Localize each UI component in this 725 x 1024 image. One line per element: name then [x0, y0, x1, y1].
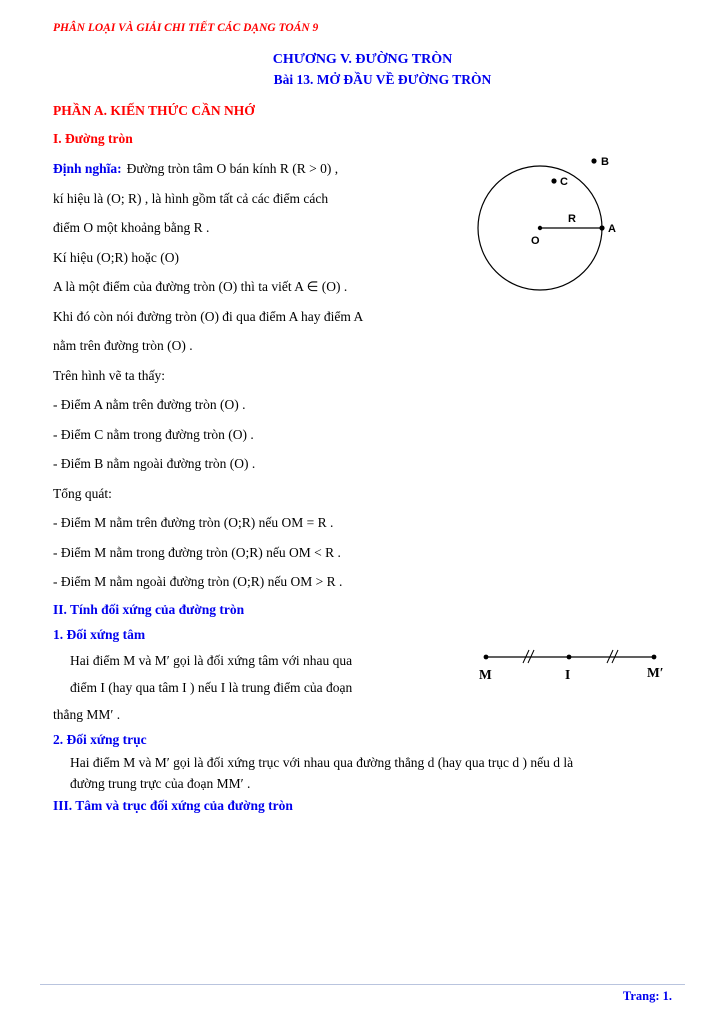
text-line: - Điểm M nằm trong đường tròn (O;R) nếu OM < R .: [53, 544, 341, 560]
page-number: Trang: 1.: [622, 989, 672, 1003]
text-line: - Điểm A nằm trên đường tròn (O) .: [53, 397, 246, 412]
text-line: kí hiệu là (O; R) , là hình gồm tất cả các điểm cách: [53, 190, 329, 206]
text-line: điểm I (hay qua tâm I ) nếu I là trung điểm của đoạn: [70, 679, 353, 695]
text-line: - Điểm M nằm trên đường tròn (O;R) nếu OM = R .: [53, 515, 334, 530]
point-c-dot: [551, 178, 556, 183]
footer-divider: [40, 984, 685, 985]
radius-label: R: [568, 213, 576, 225]
point-label-m-prime: M′: [647, 665, 664, 680]
text-line: đường trung trực của đoạn MM′ .: [70, 775, 251, 791]
point-label-m: M: [479, 667, 492, 682]
definition-label: Định nghĩa:: [53, 161, 122, 176]
point-label-b: B: [601, 156, 609, 168]
section-1-title: I. Đường tròn: [53, 131, 133, 146]
section-2-sub-1-title: 1. Đối xứng tâm: [53, 626, 146, 642]
section-3-title: III. Tâm và trục đối xứng của đường tròn: [53, 797, 293, 813]
text-line: - Điểm C nằm trong đường tròn (O) .: [53, 426, 254, 442]
point-label-o: O: [531, 235, 540, 247]
text-line: Trên hình vẽ ta thấy:: [53, 367, 165, 383]
point-label-a: A: [608, 223, 616, 235]
point-i-dot: [567, 655, 572, 660]
segment-diagram: [470, 635, 685, 685]
text-line: Tổng quát:: [53, 485, 112, 501]
section-2-title: II. Tính đối xứng của đường tròn: [53, 601, 245, 617]
text-line: A là một điểm của đường tròn (O) thì ta viết A ∈ (O) .: [53, 279, 348, 294]
point-b-dot: [591, 158, 596, 163]
text-line: Khi đó còn nói đường tròn (O) đi qua điểm A hay điểm A: [53, 308, 364, 324]
point-label-c: C: [560, 176, 568, 188]
point-a-dot: [599, 225, 604, 230]
text-line: thẳng MM′ .: [53, 706, 121, 722]
text-line: Hai điểm M và M′ gọi là đối xứng trục với nhau qua đường thẳng d (hay qua trục d ) nếu d là: [70, 754, 574, 770]
point-m-dot: [484, 655, 489, 660]
document-header-title: PHÂN LOẠI VÀ GIẢI CHI TIẾT CÁC DẠNG TOÁN 9: [53, 22, 319, 34]
point-label-i: I: [565, 667, 571, 682]
part-a-title: PHẦN A. KIẾN THỨC CẦN NHỚ: [53, 103, 255, 118]
text-line: Hai điểm M và M′ gọi là đối xứng tâm với nhau qua: [70, 652, 353, 668]
lesson-title: Bài 13. MỞ ĐẦU VỀ ĐƯỜNG TRÒN: [273, 72, 492, 87]
text-line: - Điểm B nằm ngoài đường tròn (O) .: [53, 456, 256, 471]
chapter-title: CHƯƠNG V. ĐƯỜNG TRÒN: [272, 52, 453, 67]
text-line: nằm trên đường tròn (O) .: [53, 338, 193, 353]
text-line: điểm O một khoảng bằng R .: [53, 220, 210, 235]
point-o-dot: [538, 226, 542, 230]
section-2-sub-2-title: 2. Đối xứng trục: [53, 731, 147, 747]
definition-text: Đường tròn tâm O bán kính R (R > 0) ,: [126, 161, 339, 176]
text-line: Kí hiệu (O;R) hoặc (O): [53, 249, 179, 265]
point-m-prime-dot: [652, 655, 657, 660]
circle-diagram: [468, 132, 673, 297]
text-line: - Điểm M nằm ngoài đường tròn (O;R) nếu OM > R .: [53, 574, 343, 589]
